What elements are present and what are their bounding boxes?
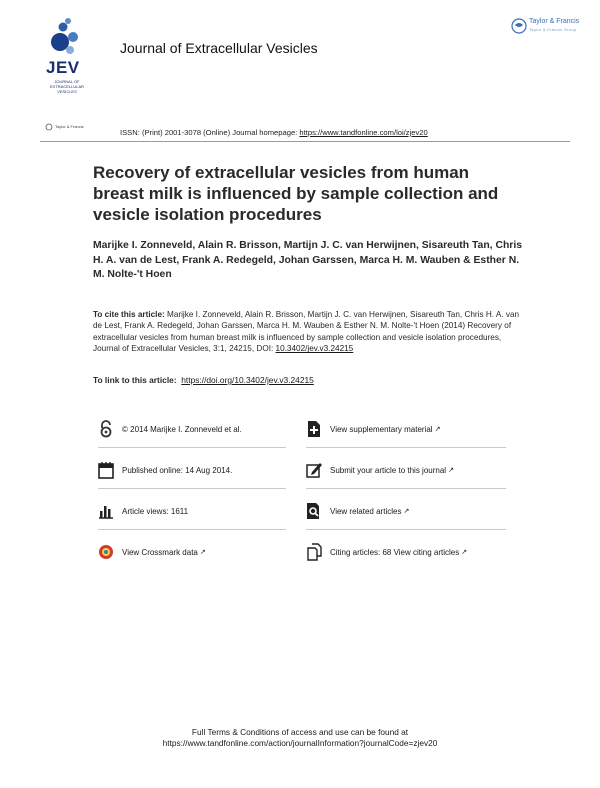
open-access-lock-icon: [98, 420, 114, 438]
footer: [0, 727, 600, 750]
row-divider: [306, 529, 506, 530]
crossmark-row[interactable]: [98, 539, 206, 565]
citing-row[interactable]: [306, 539, 467, 565]
doi-link[interactable]: 10.3402/jev.v3.24215: [275, 344, 354, 354]
article-link[interactable]: https://doi.org/10.3402/jev.v3.24215: [181, 375, 314, 385]
views-row: [98, 498, 188, 524]
row-divider: [98, 447, 286, 448]
submit-row[interactable]: [306, 457, 454, 483]
supplementary-row[interactable]: [306, 416, 440, 442]
related-search-icon: [306, 502, 322, 520]
link-line: [93, 375, 314, 385]
article-views: Article views: 1611: [122, 506, 189, 516]
citing-documents-icon: [306, 543, 322, 561]
edit-pencil-icon: [306, 461, 322, 479]
footer-terms-text: Full Terms & Conditions of access and use can be found at: [191, 727, 409, 737]
article-authors: Marijke I. Zonneveld, Alain R. Brisson, Martijn J. C. van Herwijnen, Sisareuth Tan, Chris H. A. van de Lest, Frank A. Redegeld, Johan Garssen, Marca H. M. Wauben & Esther N. M. Nolte-'t Hoen: [93, 240, 522, 280]
supplementary-plus-icon: [306, 420, 322, 438]
link-label: To link to this article:: [93, 375, 177, 385]
row-divider: [306, 488, 506, 489]
homepage-link[interactable]: https://www.tandfonline.com/loi/zjev20: [299, 128, 428, 137]
calendar-icon: [98, 461, 114, 479]
supplementary-link[interactable]: View supplementary material: [330, 424, 433, 434]
footer-terms-link[interactable]: https://www.tandfonline.com/action/journalInformation?journalCode=zjev20: [162, 738, 438, 749]
citing-articles-link[interactable]: Citing articles: 68 View citing articles: [330, 547, 460, 557]
issn-line: [120, 128, 428, 137]
publisher-small-name: Taylor & Francis: [55, 124, 84, 129]
bar-chart-icon: [98, 502, 114, 520]
cite-text: Marijke I. Zonneveld, Alain R. Brisson, Martijn J. C. van Herwijnen, Sisareuth Tan, Chris H. A. van de Lest, Frank A. Redegeld, Johan Garssen, Marca H. M. Wauben & Esther N. M. Nolte-'t Hoen (2014) Recovery of extracellular vesicles from human breast milk is influenced by sample collection and vesicle isolation procedures, Journal of Extracellular Vesicles, 3:1, 24215,: [93, 310, 520, 354]
copyright-row: [98, 416, 242, 442]
external-link-icon: ↗: [403, 508, 410, 515]
header-divider: [40, 141, 570, 142]
related-articles-link[interactable]: View related articles: [330, 506, 402, 516]
publisher-name: Taylor & Francis: [529, 18, 580, 25]
issn-text: ISSN: (Print) 2001-3078 (Online) Journal homepage:: [120, 128, 298, 137]
external-link-icon: ↗: [199, 549, 206, 556]
row-divider: [98, 529, 286, 530]
crossmark-icon: [98, 543, 114, 561]
published-row: [98, 457, 232, 483]
publisher-group: Taylor & Francis Group: [529, 27, 577, 32]
external-link-icon: ↗: [448, 467, 454, 474]
external-link-icon: ↗: [434, 426, 441, 433]
doi-label: DOI:: [256, 344, 274, 354]
published-date: Published online: 14 Aug 2014.: [122, 465, 233, 475]
citation-block: [93, 309, 523, 355]
jev-logo-word: JEV: [46, 58, 80, 77]
article-title: Recovery of extracellular vesicles from human breast milk is influenced by sample collection and vesicle isolation procedures: [93, 163, 499, 224]
related-row[interactable]: [306, 498, 409, 524]
cite-label: To cite this article:: [93, 310, 165, 319]
journal-title[interactable]: Journal of Extracellular Vesicles: [120, 40, 318, 56]
row-divider: [98, 488, 286, 489]
crossmark-link[interactable]: View Crossmark data: [122, 547, 198, 557]
submit-article-link[interactable]: Submit your article to this journal: [330, 465, 447, 475]
row-divider: [306, 447, 506, 448]
external-link-icon: ↗: [461, 549, 468, 556]
jev-logo-subtitle: JOURNAL OF EXTRACELLULAR VESICLES: [49, 79, 84, 94]
copyright-text: © 2014 Marijke I. Zonneveld et al.: [122, 424, 242, 434]
